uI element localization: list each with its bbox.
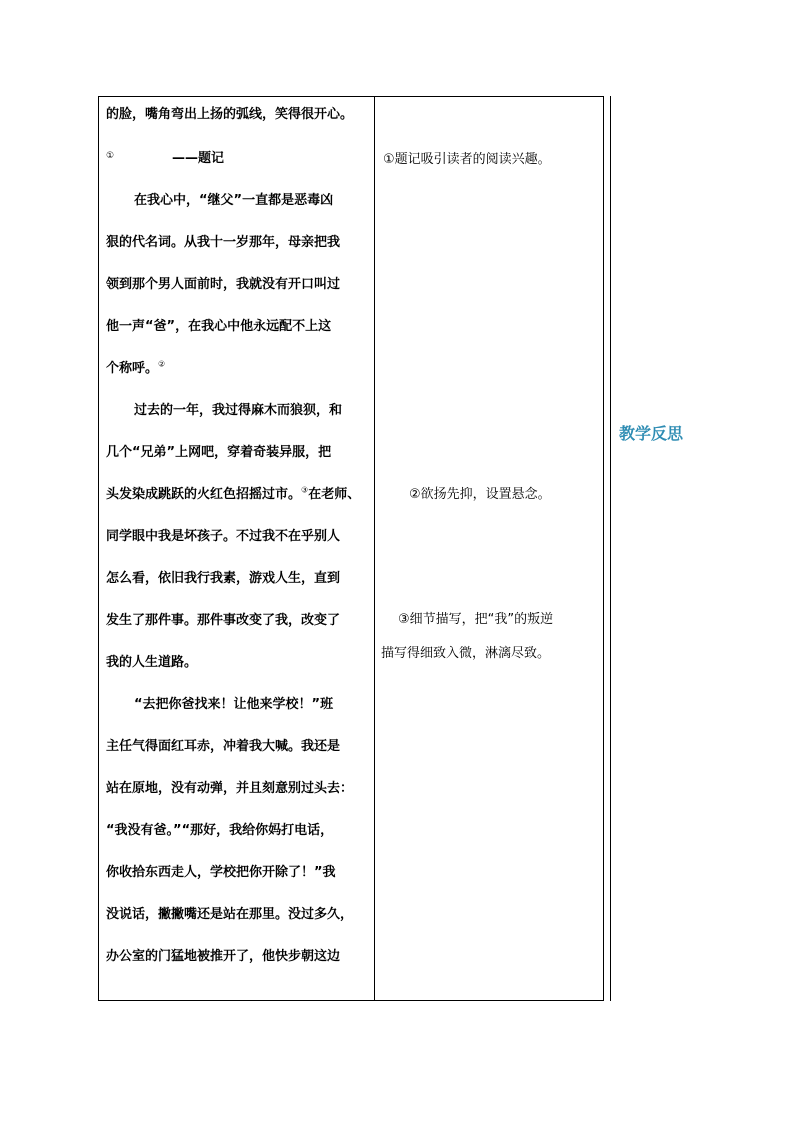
essay-line: 主任气得面红耳赤，冲着我大喊。我还是 <box>106 739 341 754</box>
essay-line: 他一声“爸”，在我心中他永远配不上这 <box>106 319 332 334</box>
essay-line: 的脸，嘴角弯出上扬的弧线，笑得很开心。 <box>106 107 354 122</box>
essay-line: 几个“兄弟”上网吧，穿着奇装异服，把 <box>106 445 332 460</box>
essay-line: 没说话，撇撇嘴还是站在那里。没过多久， <box>106 907 354 922</box>
annotation-note-2: ②欲扬先抑，设置悬念。 <box>409 487 551 502</box>
essay-line: “我没有爸。”“那好，我给你妈打电话， <box>106 823 334 838</box>
annotation-note-3-continued: 描写得细致入微，淋漓尽致。 <box>381 646 551 661</box>
annotation-marker-3: ③ <box>301 485 309 495</box>
essay-line: 同学眼中我是坏孩子。不过我不在乎别人 <box>106 529 341 544</box>
essay-line: 我的人生道路。 <box>106 655 198 670</box>
right-margin-rule <box>610 96 611 1001</box>
essay-line: 怎么看，依旧我行我素，游戏人生，直到 <box>106 571 341 586</box>
annotation-marker-1: ① <box>106 151 115 161</box>
essay-line: “去把你爸找来！让他来学校！”班 <box>134 697 334 712</box>
essay-line: 在我心中，“继父”一直都是恶毒凶 <box>134 193 334 208</box>
column-divider <box>374 96 375 1001</box>
essay-line: 发生了那件事。那件事改变了我，改变了 <box>106 613 341 628</box>
essay-line: 过去的一年，我过得麻木而狼狈，和 <box>134 403 343 418</box>
annotation-note-1: ①题记吸引读者的阅读兴趣。 <box>383 152 551 167</box>
essay-line: 头发染成跳跃的火红色招摇过市。③在老师、 <box>106 485 361 502</box>
essay-line: 站在原地，没有动弹，并且刻意别过头去： <box>106 781 354 796</box>
essay-line: 办公室的门猛地被推开了，他快步朝这边 <box>106 949 341 964</box>
essay-line: 狠的代名词。从我十一岁那年，母亲把我 <box>106 235 341 250</box>
annotation-marker-2: ② <box>158 359 166 369</box>
annotation-note-3: ③细节描写，把“我”的叛逆 <box>398 612 554 627</box>
epigraph-attribution: ——题记 <box>172 151 225 166</box>
essay-line: 领到那个男人面前时，我就没有开口叫过 <box>106 277 341 292</box>
teaching-reflection-heading: 教学反思 <box>619 424 684 443</box>
essay-line: 你收拾东西走人，学校把你开除了！”我 <box>106 865 336 880</box>
essay-line: 个称呼。② <box>106 359 166 376</box>
